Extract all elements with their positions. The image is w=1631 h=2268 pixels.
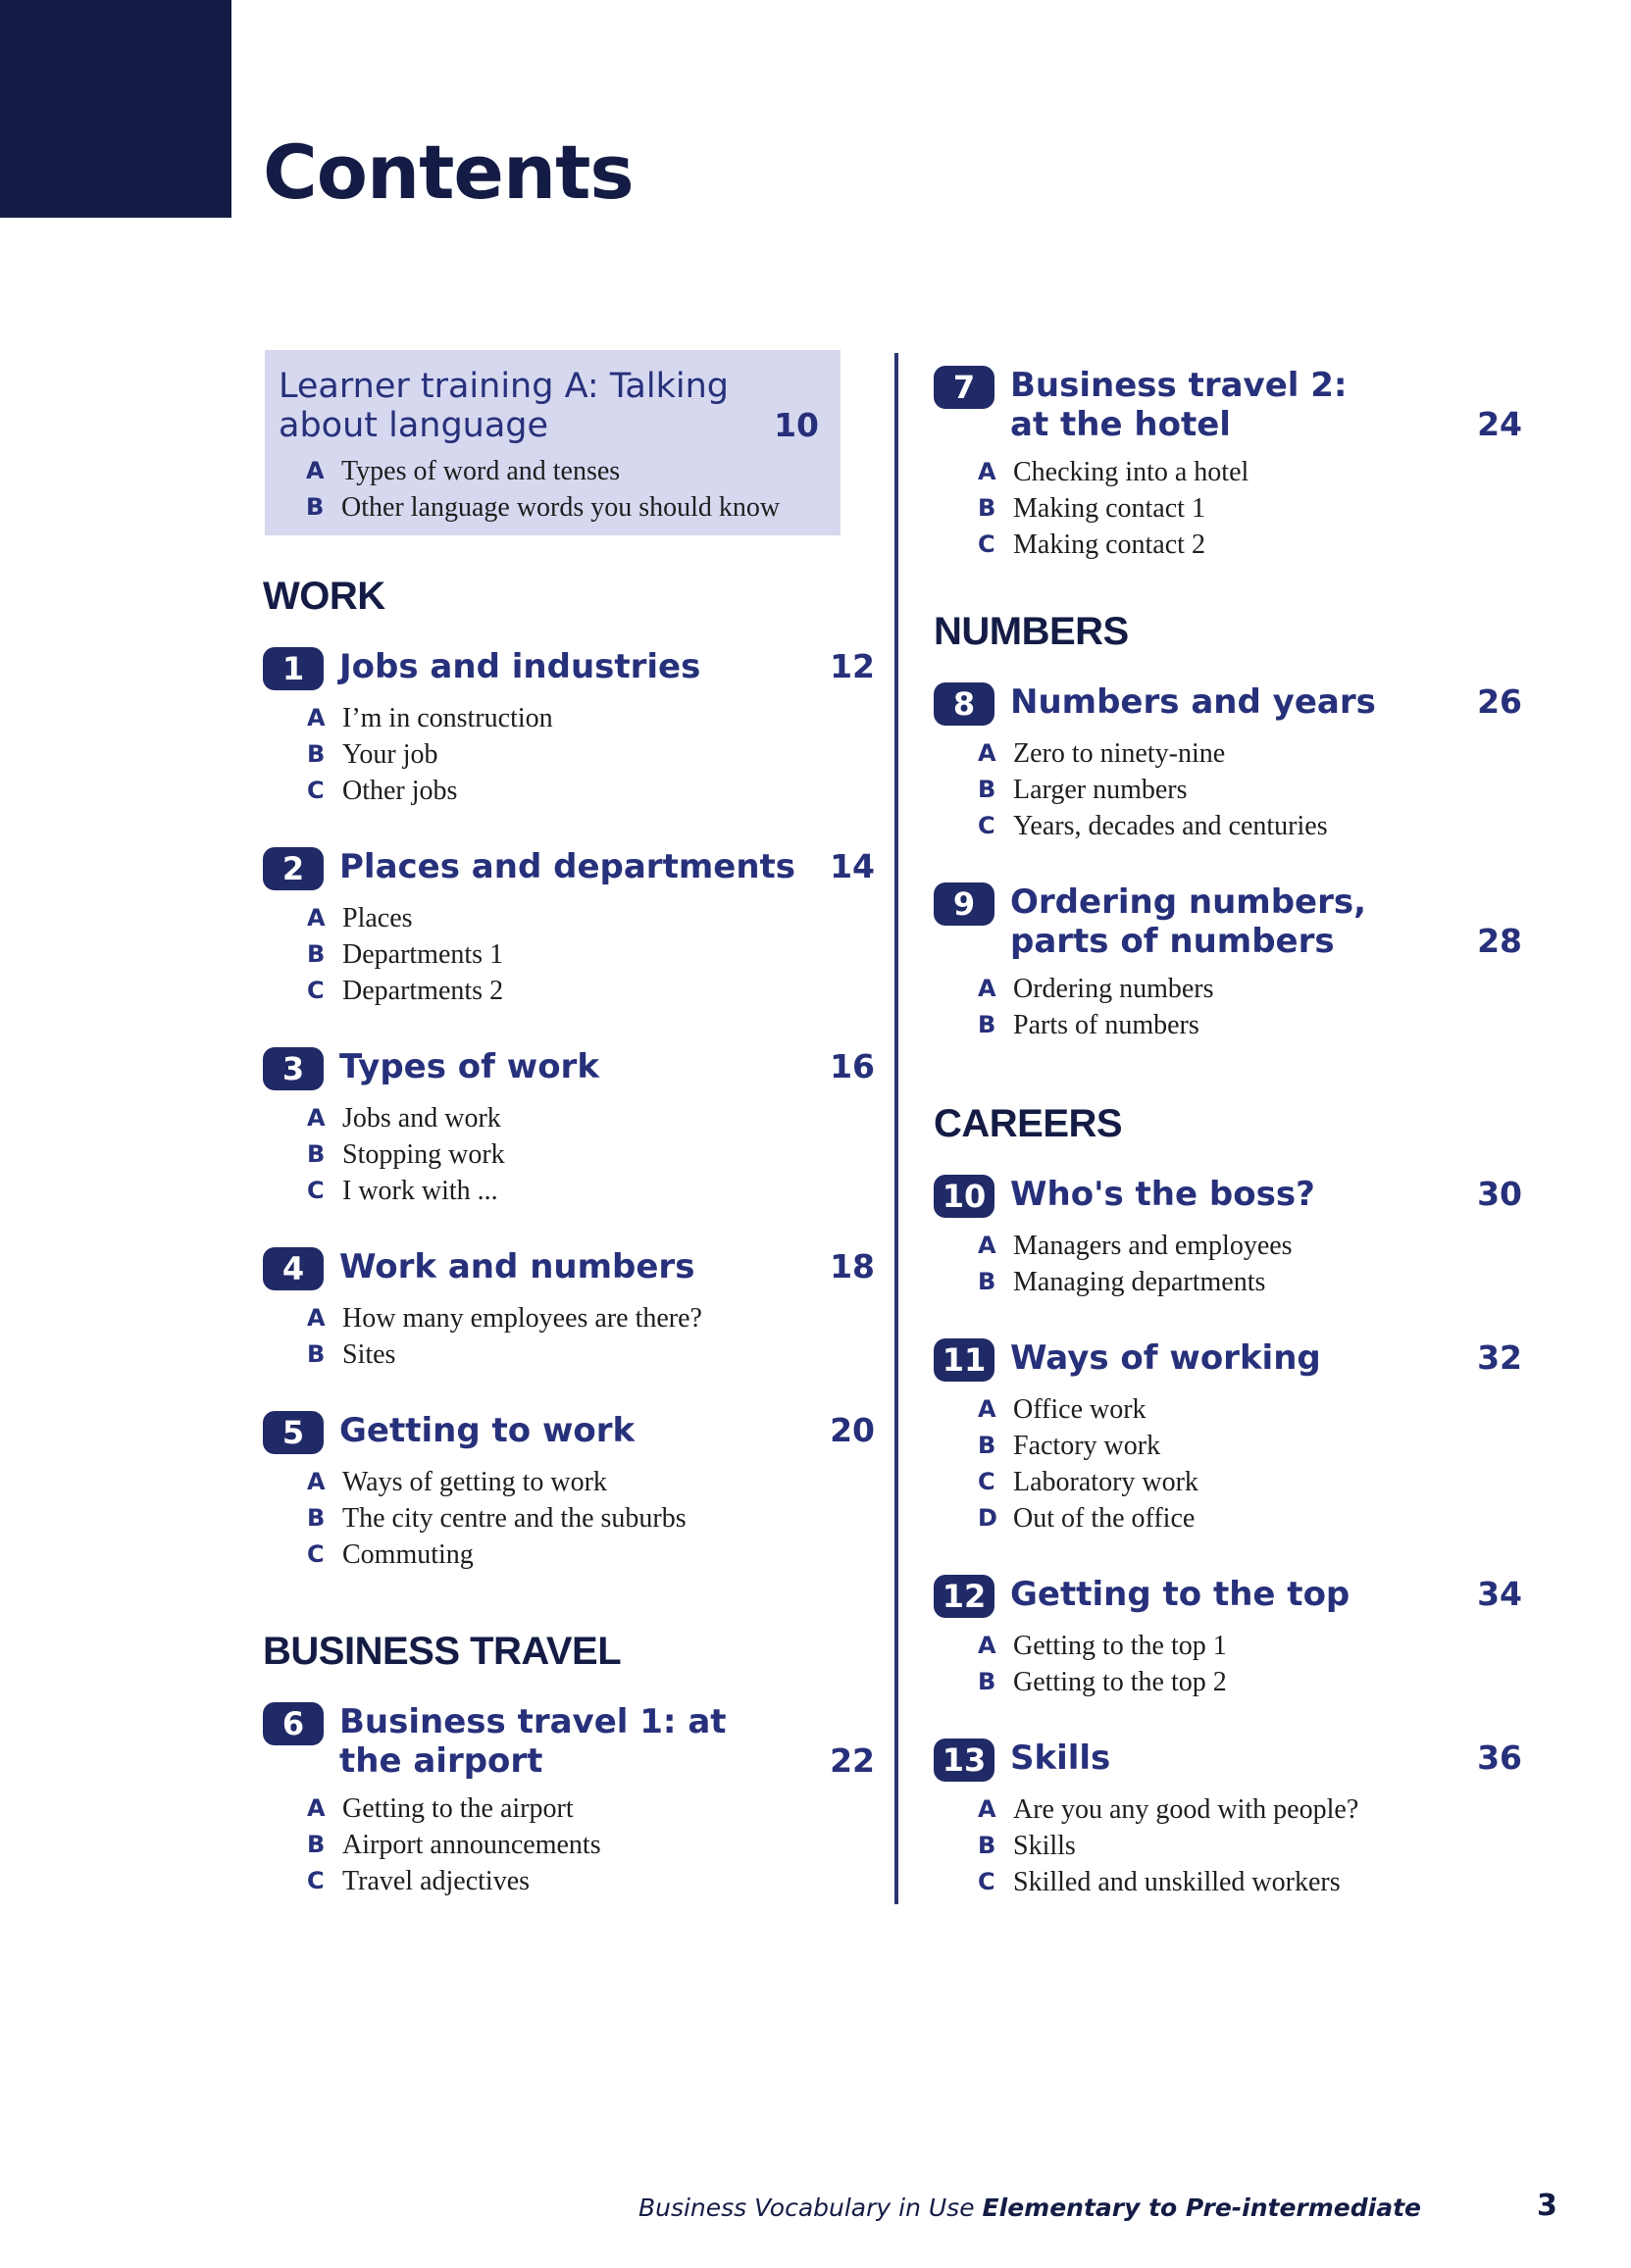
list-item <box>978 1628 1522 1664</box>
list-item <box>307 773 875 809</box>
item-letter: C <box>978 1868 995 1895</box>
unit-title: Work and numbers <box>339 1247 695 1286</box>
list-item <box>307 1136 875 1173</box>
item-text: Factory work <box>1013 1431 1161 1461</box>
unit-number-badge: 5 <box>263 1411 324 1454</box>
list-item <box>307 1827 875 1863</box>
item-text: Laboratory work <box>1013 1467 1198 1497</box>
unit-title: Types of work <box>339 1047 599 1086</box>
unit-4[interactable] <box>263 1244 875 1373</box>
unit-items <box>263 1464 875 1573</box>
item-text: Managing departments <box>1013 1267 1266 1297</box>
item-letter: B <box>307 1140 326 1168</box>
item-text: Making contact 2 <box>1013 529 1205 560</box>
item-letter: B <box>978 494 996 522</box>
unit-title: Numbers and years <box>1010 682 1376 722</box>
unit-number-badge: 1 <box>263 647 324 690</box>
unit-items <box>263 700 875 809</box>
list-item <box>978 1500 1522 1537</box>
unit-page-number: 24 <box>1477 405 1522 443</box>
unit-items <box>934 454 1522 563</box>
item-text: Departments 2 <box>342 976 504 1006</box>
item-text: Jobs and work <box>342 1103 501 1134</box>
unit-title: Skills <box>1010 1739 1111 1778</box>
list-item <box>307 973 875 1009</box>
unit-title: Getting to the top <box>1010 1575 1351 1614</box>
item-text: Larger numbers <box>1013 775 1188 805</box>
section-heading-work: WORK <box>263 575 385 618</box>
list-item <box>978 1464 1522 1500</box>
item-letter: B <box>307 740 326 768</box>
item-text: Years, decades and centuries <box>1013 811 1328 841</box>
learner-training-page: 10 <box>774 406 819 444</box>
unit-page-number: 22 <box>830 1741 875 1780</box>
unit-items <box>263 1790 875 1899</box>
contents-column-left <box>263 350 875 1935</box>
learner-training-title: Learner training A: Talking about language <box>279 367 729 445</box>
unit-page-number: 26 <box>1477 682 1522 721</box>
unit-number-badge: 9 <box>934 882 994 926</box>
list-item <box>978 808 1522 844</box>
item-text: Other jobs <box>342 776 458 806</box>
unit-title: Jobs and industries <box>339 647 701 686</box>
item-letter: A <box>978 1795 996 1823</box>
item-letter: B <box>978 1432 996 1459</box>
item-letter: A <box>978 1232 996 1259</box>
item-letter: C <box>307 1177 325 1204</box>
item-text: Checking into a hotel <box>1013 457 1249 487</box>
list-item <box>978 1664 1522 1700</box>
unit-heading <box>263 1044 875 1090</box>
learner-training-items <box>279 453 819 526</box>
list-item <box>978 1264 1522 1300</box>
item-text: Zero to ninety-nine <box>1013 738 1226 769</box>
unit-1[interactable] <box>263 644 875 809</box>
item-text: Skilled and unskilled workers <box>1013 1867 1341 1897</box>
unit-title: Business travel 1: at the airport <box>339 1702 727 1781</box>
list-item <box>978 1228 1522 1264</box>
list-item <box>307 1863 875 1899</box>
unit-number-badge: 7 <box>934 366 994 409</box>
unit-title: Getting to work <box>339 1411 636 1450</box>
unit-page-number: 34 <box>1477 1575 1522 1613</box>
list-item <box>978 1791 1522 1828</box>
item-text: Making contact 1 <box>1013 493 1205 524</box>
unit-items <box>934 1791 1522 1900</box>
unit-7[interactable] <box>934 363 1522 563</box>
unit-2[interactable] <box>263 844 875 1009</box>
item-text: Skills <box>1013 1831 1076 1861</box>
unit-items <box>934 971 1522 1043</box>
unit-page-number: 32 <box>1477 1338 1522 1377</box>
unit-6[interactable] <box>263 1699 875 1899</box>
list-item <box>978 454 1522 490</box>
list-item <box>978 1828 1522 1864</box>
item-text: Airport announcements <box>342 1830 601 1860</box>
section-heading-business-travel: BUSINESS TRAVEL <box>263 1630 622 1673</box>
item-text: Ways of getting to work <box>342 1467 607 1497</box>
unit-number-badge: 10 <box>934 1175 994 1218</box>
list-item <box>307 1464 875 1500</box>
item-text: I work with ... <box>342 1176 498 1206</box>
item-letter: A <box>978 739 996 767</box>
unit-title: Ways of working <box>1010 1338 1321 1378</box>
unit-12[interactable] <box>934 1572 1522 1700</box>
list-item <box>978 1391 1522 1428</box>
unit-title: Who's the boss? <box>1010 1175 1315 1214</box>
page-title: Contents <box>263 128 634 216</box>
column-divider <box>894 353 898 1904</box>
item-letter: B <box>307 1504 326 1532</box>
list-item <box>978 1007 1522 1043</box>
corner-decoration <box>0 0 231 218</box>
item-text: Parts of numbers <box>1013 1010 1199 1040</box>
item-text: Departments 1 <box>342 939 504 970</box>
item-text: Ordering numbers <box>1013 974 1214 1004</box>
list-item <box>306 453 819 489</box>
unit-page-number: 18 <box>830 1247 875 1285</box>
item-letter: A <box>307 704 326 731</box>
item-text: Getting to the top 2 <box>1013 1667 1227 1697</box>
list-item <box>307 1500 875 1537</box>
page-number: 3 <box>1537 2189 1557 2223</box>
list-item <box>307 936 875 973</box>
item-letter: D <box>978 1504 997 1532</box>
learner-training-box[interactable] <box>265 350 841 535</box>
learner-training-heading <box>279 364 819 445</box>
item-letter: C <box>307 1867 325 1894</box>
unit-heading <box>263 1408 875 1454</box>
list-item <box>978 1864 1522 1900</box>
unit-heading <box>934 1172 1522 1218</box>
unit-heading <box>934 363 1522 444</box>
item-text: How many employees are there? <box>342 1303 702 1334</box>
list-item <box>978 1428 1522 1464</box>
item-text: Places <box>342 903 413 933</box>
unit-heading <box>263 1244 875 1290</box>
unit-items <box>934 735 1522 844</box>
section-heading-numbers: NUMBERS <box>934 610 1129 653</box>
list-item <box>307 1790 875 1827</box>
unit-heading <box>263 1699 875 1781</box>
item-letter: B <box>978 1832 996 1859</box>
unit-heading <box>934 1336 1522 1382</box>
unit-number-badge: 13 <box>934 1739 994 1782</box>
unit-number-badge: 4 <box>263 1247 324 1290</box>
unit-page-number: 20 <box>830 1411 875 1449</box>
item-letter: C <box>978 1468 995 1495</box>
list-item <box>307 1300 875 1336</box>
list-item <box>307 900 875 936</box>
item-letter: A <box>306 457 325 484</box>
unit-5[interactable] <box>263 1408 875 1573</box>
item-text: Stopping work <box>342 1139 505 1170</box>
unit-page-number: 30 <box>1477 1175 1522 1213</box>
item-text: Getting to the top 1 <box>1013 1631 1227 1661</box>
unit-items <box>263 1100 875 1209</box>
item-text: Types of word and tenses <box>341 456 621 486</box>
footer-level: Elementary to Pre-intermediate <box>982 2193 1421 2222</box>
item-text: Out of the office <box>1013 1503 1196 1534</box>
list-item <box>307 1336 875 1373</box>
item-text: Getting to the airport <box>342 1793 574 1824</box>
unit-items <box>934 1228 1522 1300</box>
section-heading-careers: CAREERS <box>934 1102 1123 1145</box>
item-letter: B <box>978 776 996 803</box>
item-letter: B <box>307 1340 326 1368</box>
item-text: Commuting <box>342 1539 474 1570</box>
unit-13[interactable] <box>934 1736 1522 1900</box>
unit-title: Business travel 2: at the hotel <box>1010 366 1348 444</box>
item-letter: A <box>307 1468 326 1495</box>
item-text: Your job <box>342 739 438 770</box>
item-letter: B <box>307 1831 326 1858</box>
item-letter: A <box>307 1304 326 1332</box>
list-item <box>978 735 1522 772</box>
list-item <box>306 489 819 526</box>
item-text: Travel adjectives <box>342 1866 531 1896</box>
unit-heading <box>263 844 875 890</box>
unit-number-badge: 2 <box>263 847 324 890</box>
item-letter: A <box>978 1632 996 1659</box>
item-letter: B <box>978 1011 996 1038</box>
footer-book-title <box>638 2193 1421 2222</box>
unit-items <box>263 1300 875 1373</box>
item-letter: B <box>978 1668 996 1695</box>
item-letter: B <box>307 940 326 968</box>
unit-title: Places and departments <box>339 847 796 886</box>
footer-series: Business Vocabulary in Use <box>637 2193 975 2222</box>
item-letter: A <box>307 904 326 932</box>
item-letter: B <box>306 493 325 521</box>
item-text: Managers and employees <box>1013 1231 1293 1261</box>
item-text: The city centre and the suburbs <box>342 1503 687 1534</box>
list-item <box>978 490 1522 527</box>
item-letter: C <box>307 777 325 804</box>
item-text: Sites <box>342 1339 396 1370</box>
unit-number-badge: 3 <box>263 1047 324 1090</box>
item-letter: A <box>307 1794 326 1822</box>
item-letter: C <box>978 530 995 558</box>
item-letter: C <box>307 977 325 1004</box>
item-letter: C <box>978 812 995 839</box>
item-letter: A <box>978 975 996 1002</box>
list-item <box>307 736 875 773</box>
unit-heading <box>934 880 1522 961</box>
unit-title: Ordering numbers, parts of numbers <box>1010 882 1367 961</box>
contents-column-right <box>934 363 1522 1936</box>
unit-number-badge: 12 <box>934 1575 994 1618</box>
item-letter: B <box>978 1268 996 1295</box>
list-item <box>978 772 1522 808</box>
list-item <box>307 700 875 736</box>
unit-items <box>934 1391 1522 1537</box>
item-text: Office work <box>1013 1394 1147 1425</box>
unit-page-number: 16 <box>830 1047 875 1085</box>
unit-page-number: 12 <box>830 647 875 685</box>
item-text: Other language words you should know <box>341 492 781 523</box>
item-letter: A <box>978 1395 996 1423</box>
list-item <box>307 1537 875 1573</box>
unit-page-number: 14 <box>830 847 875 885</box>
item-text: Are you any good with people? <box>1013 1794 1359 1825</box>
list-item <box>307 1173 875 1209</box>
unit-heading <box>934 1736 1522 1782</box>
unit-number-badge: 8 <box>934 682 994 726</box>
unit-items <box>263 900 875 1009</box>
unit-heading <box>934 1572 1522 1618</box>
unit-page-number: 36 <box>1477 1739 1522 1777</box>
unit-heading <box>263 644 875 690</box>
unit-9[interactable] <box>934 880 1522 1043</box>
item-letter: A <box>978 458 996 485</box>
list-item <box>978 971 1522 1007</box>
unit-11[interactable] <box>934 1336 1522 1537</box>
item-letter: A <box>307 1104 326 1132</box>
unit-heading <box>934 680 1522 726</box>
list-item <box>307 1100 875 1136</box>
unit-10[interactable] <box>934 1172 1522 1300</box>
list-item <box>978 527 1522 563</box>
item-text: I’m in construction <box>342 703 553 733</box>
unit-3[interactable] <box>263 1044 875 1209</box>
unit-number-badge: 11 <box>934 1338 994 1382</box>
unit-page-number: 28 <box>1477 922 1522 960</box>
item-letter: C <box>307 1540 325 1568</box>
unit-items <box>934 1628 1522 1700</box>
unit-8[interactable] <box>934 680 1522 844</box>
unit-number-badge: 6 <box>263 1702 324 1745</box>
